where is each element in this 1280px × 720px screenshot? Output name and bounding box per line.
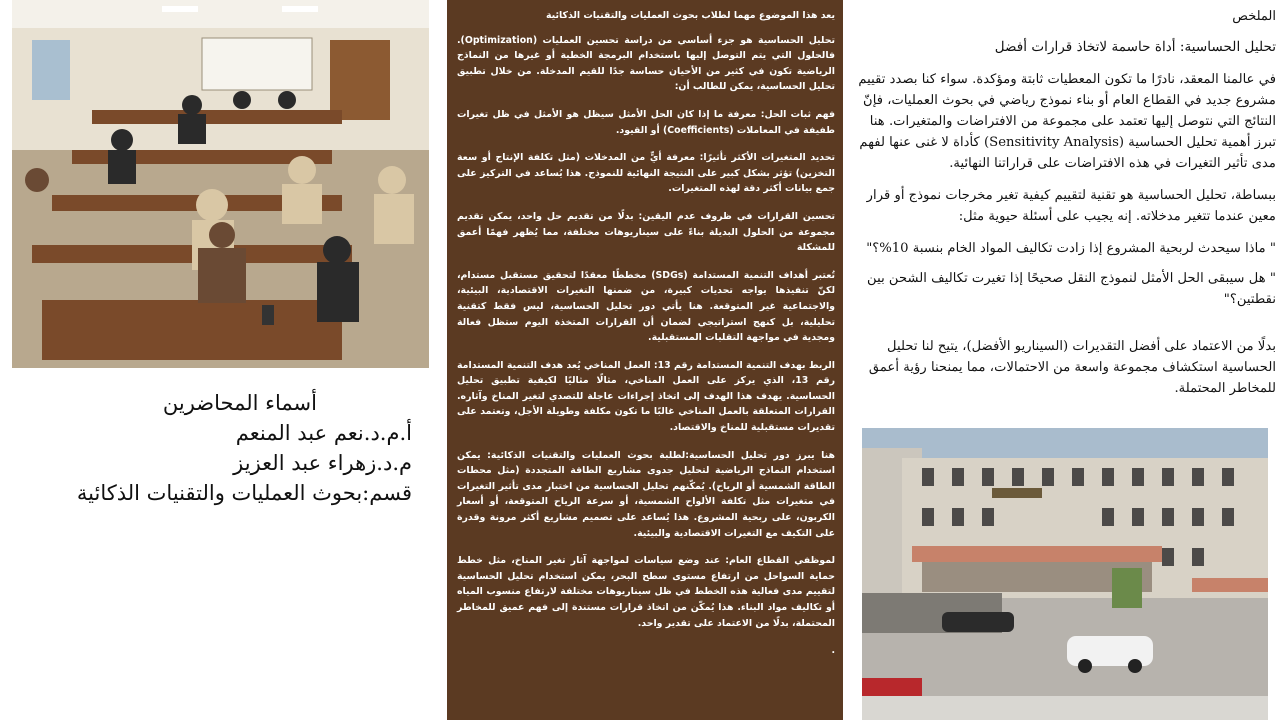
department-name: قسم:بحوث العمليات والتقنيات الذكائية (76, 481, 412, 505)
lecturer-name: أ.م.د.نعم عبد المنعم (235, 421, 412, 445)
building-illustration (862, 428, 1268, 720)
article-paragraph: . (831, 645, 835, 657)
article-paragraph: لموظفي القطاع العام: عند وضع سياسات لمواجهة آثار تغير المناخ، مثل خطط حماية السواحل من ارتفاع مستوى سطح البحر، يمكن استخدام تحليل الحساسية لتقييم مدى فعالية هذه الخطط في ظل سيناريوهات مختلفة لارتفاع منسوب المياه أو تكاليف مواد البناء. هذا يُمكّن من اتخاذ قرارات مستندة إلى فهم عميق للمخاطر المحتملة، بدلًا من الاعتماد على تقدير واحد. (457, 555, 835, 629)
article-paragraph: هنا يبرز دور تحليل الحساسية:لطلبة بحوث العمليات والتقنيات الذكائية: يمكن استخدام النماذج الرياضية لتحليل جدوى مشاريع الطاقة المتجددة (مثل محطات الطاقة الشمسية أو الرياح). يُمكّنهم تحليل الحساسية من اختبار مدى تأثير التغيرات في متغيرات مثل تكلفة الألواح الشمسية، أو سرعة الرياح المتوقعة، أو أسعار الكربون، على ربحية المشروع. هذا يُساعد على تصميم مشاريع أكثر مرونة وقدرة على التكيف مع التغيرات الاقتصادية والبيئية. (457, 449, 835, 539)
building-photo (862, 428, 1268, 720)
article-paragraph: تحديد المتغيرات الأكثر تأثيرًا: معرفة أيٍّ من المدخلات (مثل تكلفة الإنتاج أو سعة التخزين) تؤثر بشكل كبير على النتيجة النهائية للنموذج. هذا يُساعد في التركيز على جمع بيانات أكثر دقة لهذه المتغيرات. (457, 152, 835, 195)
article-paragraph: يعد هذا الموضوع مهما لطلاب بحوث العمليات والتقنيات الذكائية (545, 10, 835, 21)
lecturers-block (40, 388, 412, 508)
lecturer-name: م.د.زهراء عبد العزيز (233, 451, 412, 475)
summary-section (856, 6, 1276, 410)
lecturers-heading: أسماء المحاضرين (162, 391, 317, 415)
classroom-illustration (12, 0, 429, 368)
summary-definition: ببساطة، تحليل الحساسية هو تقنية لتقييم كيفية تغير مخرجات نموذج أو قرار معين عندما تتغير مدخلاته. إنه يجيب على أسئلة حيوية مثل: (866, 188, 1276, 224)
article-paragraph: تحليل الحساسية هو جزء أساسي من دراسة تحسين العمليات (Optimization). فالحلول التي يتم التوصل إليها باستخدام البرمجة الخطية أو غيرها من النماذج الرياضية تكون في كثير من الأحيان حساسة جدًا للقيم المدخلة. من خلال تطبيق تحليل الحساسية، يمكن للطالب أن: (457, 34, 835, 93)
article-paragraph: الربط بهدف التنمية المستدامة رقم 13: العمل المناخي يُعد هدف التنمية المستدامة رقم 13، الذي يركز على العمل المناخي، مثالًا مثاليًا لكيفية تطبيق تحليل الحساسية. يهدف هذا الهدف إلى اتخاذ إجراءات عاجلة للتصدي لتغير المناخ وآثاره. القرارات المتعلقة بالعمل المناخي غالبًا ما تكون مكلفة وطويلة الأجل، وتعتمد على تقديرات مستقبلية للمناخ والاقتصاد. (457, 359, 835, 434)
summary-conclusion: بدلًا من الاعتماد على أفضل التقديرات (السيناريو الأفضل)، يتيح لنا تحليل الحساسية استكشاف مجموعة واسعة من الاحتمالات، مما يمنحنا رؤية أعمق للمخاطر المحتملة. (868, 339, 1276, 396)
article-paragraph: تُعتبر أهداف التنمية المستدامة (SDGs) مخططًا معقدًا لتحقيق مستقبل مستدام، لكنّ تنفيذها يواجه تحديات كبيرة، من ضمنها التغيرات الاقتصادية، البيئية، والاجتماعية غير المتوقعة. هنا يأتي دور تحليل الحساسية، ليس فقط كتقنية تحليلية، بل كنهج استراتيجي لضمان أن القرارات المتخذة اليوم ستظل فعالة ومجدية في مواجهة التقلبات المستقبلية. (457, 269, 836, 344)
article-panel (447, 0, 843, 720)
article-paragraph: فهم ثبات الحل: معرفة ما إذا كان الحل الأمثل سيظل هو الأمثل في ظل تغيرات طفيفة في المعاملات (Coefficients) أو القيود. (457, 108, 835, 136)
summary-label: الملخص (1232, 9, 1276, 24)
summary-question: " هل سيبقى الحل الأمثل لنموذج النقل صحيحًا إذا تغيرت تكاليف الشحن بين نقطتين؟" (867, 271, 1276, 307)
classroom-photo (12, 0, 429, 368)
summary-question: " ماذا سيحدث لربحية المشروع إذا زادت تكاليف المواد الخام بنسبة 10%؟" (866, 241, 1276, 256)
article-body (457, 8, 835, 671)
summary-intro: في عالمنا المعقد، نادرًا ما تكون المعطيات ثابتة ومؤكدة. سواء كنا بصدد تقييم مشروع جديد في القطاع العام أو بناء نموذج رياضي في بحوث العمليات، فإنّ النتائج التي نتوصل إليها تعتمد على مجموعة من الافتراضات والمتغيرات. هنا تبرز أهمية تحليل الحساسية (Sensitivity Analysis) كأداة لا غنى عنها لفهم مدى تأثير التغيرات في هذه الافتراضات على قراراتنا النهائية. (858, 72, 1276, 171)
summary-title: تحليل الحساسية: أداة حاسمة لاتخاذ قرارات أفضل (994, 39, 1276, 55)
article-paragraph: تحسين القرارات في ظروف عدم اليقين: بدلًا من تقديم حل واحد، يمكن تقديم مجموعة من الحلول البديلة بناءً على سيناريوهات مختلفة، مما يُظهر فهمًا أعمق للمشكلة (457, 210, 835, 254)
